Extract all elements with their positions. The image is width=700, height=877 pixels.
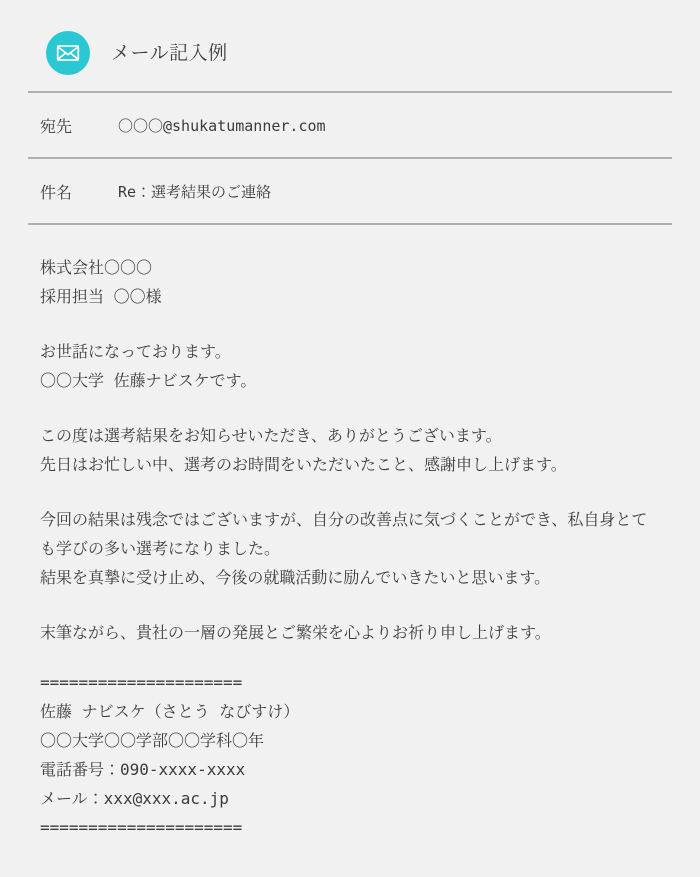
signature-phone: 電話番号：090-xxxx-xxxx (40, 760, 246, 779)
page-title: メール記入例 (111, 42, 228, 64)
field-row-subject (0, 159, 700, 223)
signature-block (40, 668, 660, 842)
email-body (0, 225, 700, 842)
body-line: この度は選考結果をお知らせいただき、ありがとうございます。 (40, 426, 502, 445)
paragraph-greeting (40, 337, 660, 395)
body-line: 末筆ながら、貴社の一層の発展とご繁栄を心よりお祈り申し上げます。 (40, 623, 551, 642)
body-line: 株式会社〇〇〇 (40, 258, 153, 277)
body-line: 〇〇大学 佐藤ナビスケです。 (40, 371, 257, 390)
signature-school: 〇〇大学〇〇学部〇〇学科〇年 (40, 731, 265, 750)
paragraph-recipient (40, 253, 660, 311)
envelope-icon (46, 31, 90, 75)
paragraph-closing (40, 618, 660, 647)
subject-value: Re：選考結果のご連絡 (118, 182, 272, 201)
signature-separator: ===================== (40, 818, 243, 837)
body-line: 採用担当 〇〇様 (40, 287, 162, 306)
subject-label: 件名 (40, 182, 73, 202)
signature-name: 佐藤 ナビスケ（さとう なびすけ） (40, 702, 300, 721)
paragraph-thanks (40, 421, 660, 479)
field-row-to (0, 93, 700, 157)
signature-separator: ===================== (40, 673, 243, 692)
to-label: 宛先 (40, 116, 73, 136)
paragraph-reflection (40, 505, 660, 592)
to-value: 〇〇〇@shukatumanner.com (118, 116, 326, 135)
header (0, 0, 700, 91)
signature-email: メール：xxx@xxx.ac.jp (40, 789, 229, 808)
body-line: 結果を真摯に受け止め、今後の就職活動に励んでいきたいと思います。 (40, 568, 551, 587)
body-line: 今回の結果は残念ではございますが、自分の改善点に気づくことができ、私自身とても学びの多い選考になりました。 (40, 510, 648, 558)
body-line: 先日はお忙しい中、選考のお時間をいただいたこと、感謝申し上げます。 (40, 455, 567, 474)
body-line: お世話になっております。 (40, 342, 231, 361)
